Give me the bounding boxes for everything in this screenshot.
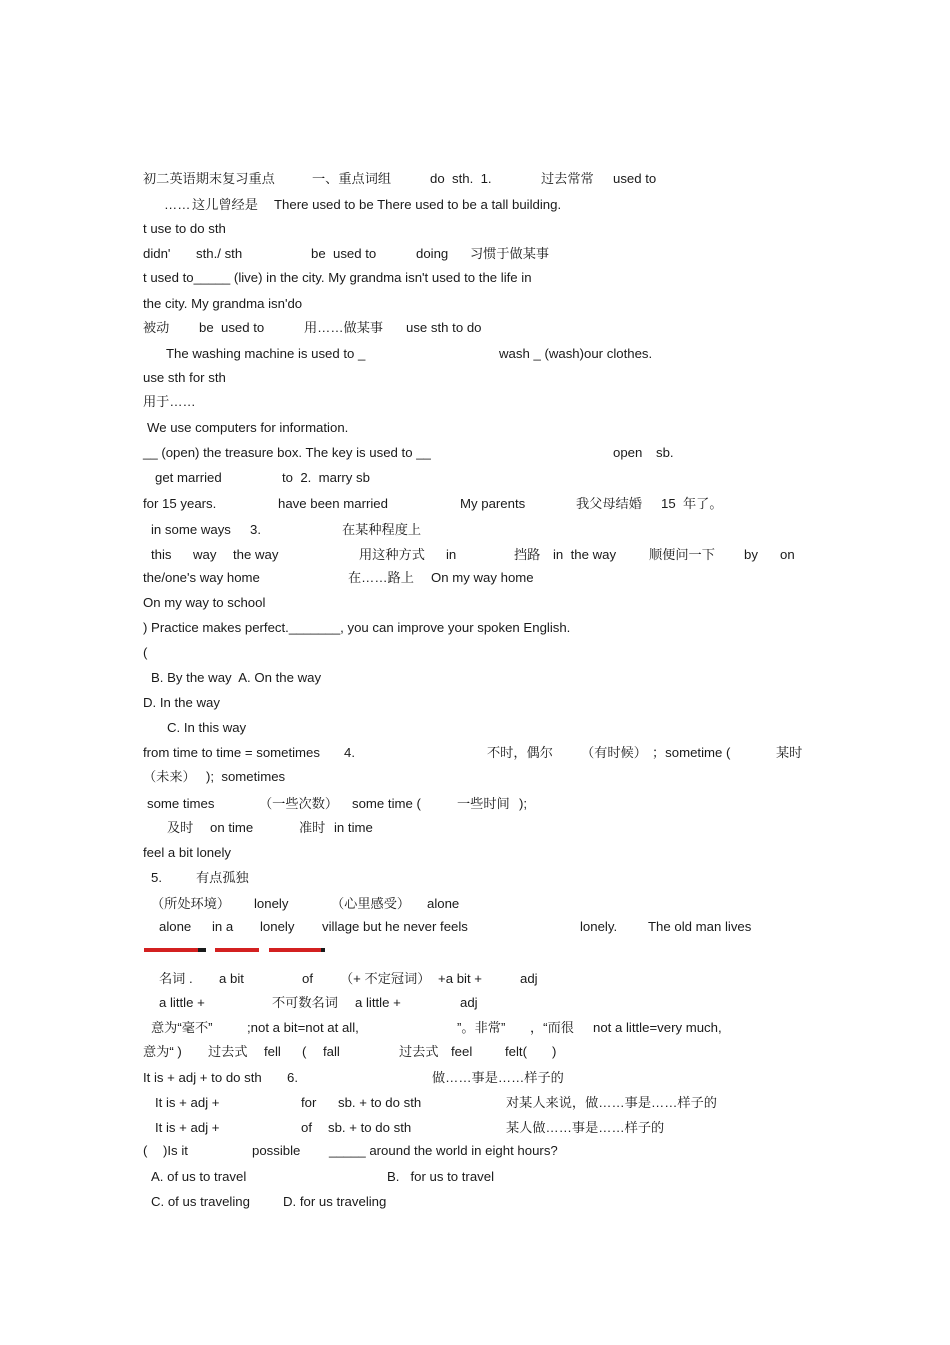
- text-segment: 在某种程度上: [342, 522, 422, 537]
- text-segment: 用……做某事: [304, 320, 384, 335]
- text-line: [0, 593, 950, 613]
- text-segment: in a: [212, 919, 234, 934]
- text-segment: use sth for sth: [143, 370, 226, 385]
- text-segment: a bit: [219, 971, 244, 986]
- text-segment: fall: [323, 1044, 340, 1059]
- document-title: 初二英语期末复习重点: [143, 171, 275, 186]
- text-segment: way: [193, 547, 217, 562]
- red-underline-mark: [144, 948, 206, 952]
- text-line: [0, 917, 950, 937]
- text-segment: On my way to school: [143, 595, 266, 610]
- text-line: [0, 418, 950, 438]
- text-segment: on: [780, 547, 795, 562]
- text-segment: It is + adj +: [155, 1120, 220, 1135]
- text-segment: sb. + to do sth: [328, 1120, 412, 1135]
- text-segment: We use computers for information.: [147, 420, 349, 435]
- text-segment: to 2. marry sb: [282, 470, 370, 485]
- text-segment: adj: [460, 995, 478, 1010]
- red-underline-mark: [269, 948, 325, 952]
- text-segment: sth./ sth: [196, 246, 243, 261]
- text-segment: fell: [264, 1044, 281, 1059]
- text-segment: sb.: [656, 445, 674, 460]
- text-segment: 5.: [151, 870, 162, 885]
- text-segment: );: [519, 796, 528, 811]
- text-line: [0, 969, 950, 989]
- text-segment: ……: [164, 197, 191, 212]
- text-line: [0, 1192, 950, 1212]
- text-segment: didn': [143, 246, 171, 261]
- text-segment: (: [143, 1143, 148, 1158]
- text-segment: get married: [155, 470, 222, 485]
- text-segment: not a little=very much,: [593, 1020, 722, 1035]
- text-segment: The old man lives: [648, 919, 752, 934]
- text-segment: 准时: [299, 820, 326, 835]
- text-segment: 被动: [143, 320, 170, 335]
- text-line: [0, 468, 950, 488]
- text-segment: 有点孤独: [196, 870, 249, 885]
- text-segment: 3.: [250, 522, 261, 537]
- text-segment: adj: [520, 971, 538, 986]
- text-segment: feel a bit lonely: [143, 845, 231, 860]
- text-segment: 这儿曾经是: [192, 197, 258, 212]
- text-segment: used to: [613, 171, 657, 186]
- text-segment: ；sometime (: [652, 745, 731, 760]
- text-segment: for 15 years.: [143, 496, 217, 511]
- text-segment: open: [613, 445, 643, 460]
- text-segment: 意为“毫不”: [151, 1020, 213, 1035]
- text-segment: village but he never feels: [322, 919, 468, 934]
- text-segment: 用这种方式: [359, 547, 425, 562]
- text-segment: sb. + to do sth: [338, 1095, 422, 1110]
- text-line: [0, 520, 950, 540]
- text-segment: some time (: [352, 796, 421, 811]
- text-segment: by: [744, 547, 758, 562]
- text-line: [0, 294, 950, 314]
- text-segment: of: [302, 971, 313, 986]
- text-segment: a little +: [159, 995, 205, 1010]
- text-line: [0, 794, 950, 814]
- text-segment: possible: [252, 1143, 301, 1158]
- text-segment: ;not a bit=not at all,: [247, 1020, 359, 1035]
- text-segment: +a bit +: [438, 971, 482, 986]
- text-segment: 挡路: [514, 547, 541, 562]
- text-segment: t used to_____ (live) in the city. My grandma isn't used to the life in: [143, 270, 532, 285]
- text-segment: use sth to do: [406, 320, 482, 335]
- text-segment: （有时候）: [581, 745, 647, 760]
- text-segment: (: [302, 1044, 307, 1059]
- text-segment: do sth. 1.: [430, 171, 492, 186]
- text-segment: My parents: [460, 496, 526, 511]
- text-line: [0, 443, 950, 463]
- text-line: [0, 668, 950, 688]
- text-segment: lonely: [260, 919, 295, 934]
- text-segment: 4.: [344, 745, 355, 760]
- text-segment: 不可数名词: [272, 995, 338, 1010]
- text-segment: 习惯于做某事: [470, 246, 550, 261]
- text-line: [0, 767, 950, 787]
- text-line: [0, 1118, 950, 1138]
- text-segment: 及时: [167, 820, 194, 835]
- text-line: [0, 1167, 950, 1187]
- text-segment: alone: [427, 896, 460, 911]
- text-segment: 做……事是……样子的: [432, 1070, 564, 1085]
- text-line: [0, 693, 950, 713]
- text-line: [0, 344, 950, 364]
- text-segment: wash _ (wash)our clothes.: [499, 346, 653, 361]
- text-line: [0, 993, 950, 1013]
- text-segment: the/one's way home: [143, 570, 260, 585]
- text-segment: lonely: [254, 896, 289, 911]
- text-line: [0, 494, 950, 514]
- text-segment: （心里感受）: [331, 896, 411, 911]
- answer-option: C. of us traveling: [151, 1194, 250, 1209]
- text-line: [0, 843, 950, 863]
- text-segment: for: [301, 1095, 317, 1110]
- underline-end-mark: [198, 948, 206, 952]
- text-line: [0, 894, 950, 914]
- text-segment: from time to time = sometimes: [143, 745, 320, 760]
- text-line: [0, 318, 950, 338]
- text-line: [0, 195, 950, 215]
- text-segment: this: [151, 547, 172, 562]
- text-line: [0, 643, 950, 663]
- text-segment: _____ around the world in eight hours?: [329, 1143, 558, 1158]
- answer-option: A. of us to travel: [151, 1169, 247, 1184]
- text-segment: 用于……: [143, 394, 196, 409]
- text-line: [0, 1141, 950, 1161]
- text-line: [0, 169, 950, 189]
- text-line: [0, 1068, 950, 1088]
- text-line: [0, 268, 950, 288]
- text-segment: On my way home: [431, 570, 534, 585]
- answer-option: B. for us to travel: [387, 1169, 495, 1184]
- text-line: [0, 868, 950, 888]
- text-segment: 15 年了。: [661, 496, 723, 511]
- text-line: [0, 244, 950, 264]
- text-segment: 一些时间: [457, 796, 510, 811]
- red-underline-mark: [215, 948, 259, 952]
- text-segment: doing: [416, 246, 449, 261]
- text-segment: （未来）: [143, 769, 196, 784]
- text-line: [0, 743, 950, 763]
- text-line: [0, 1093, 950, 1113]
- text-segment: t use to do sth: [143, 221, 226, 236]
- section-heading: 一、重点词组: [312, 171, 392, 186]
- text-segment: 顺便问一下: [649, 547, 715, 562]
- text-segment: in time: [334, 820, 373, 835]
- text-segment: 我父母结婚: [576, 496, 642, 511]
- text-line: [0, 568, 950, 588]
- text-line: [0, 1042, 950, 1062]
- underline-end-mark: [321, 948, 325, 952]
- text-segment: 名词 .: [159, 971, 193, 986]
- text-segment: The washing machine is used to _: [166, 346, 366, 361]
- text-segment: the way: [233, 547, 279, 562]
- text-segment: ，“而很: [530, 1020, 574, 1035]
- text-segment: There used to be There used to be a tall building.: [274, 197, 562, 212]
- text-segment: (: [143, 645, 148, 660]
- text-segment: （所处环境）: [151, 896, 231, 911]
- text-segment: lonely.: [580, 919, 618, 934]
- answer-option: B. By the way A. On the way: [151, 670, 322, 685]
- text-segment: 6.: [287, 1070, 298, 1085]
- text-segment: 过去式: [399, 1044, 439, 1059]
- text-segment: have been married: [278, 496, 388, 511]
- text-segment: 不时，偶尔: [487, 745, 553, 760]
- text-segment: the city. My grandma isn'do: [143, 296, 303, 311]
- text-segment: in some ways: [151, 522, 231, 537]
- text-segment: __ (open) the treasure box. The key is used to __: [143, 445, 431, 460]
- text-segment: be used to: [199, 320, 265, 335]
- answer-option: D. for us traveling: [283, 1194, 387, 1209]
- answer-option: C. In this way: [167, 720, 247, 735]
- text-segment: felt(: [505, 1044, 527, 1059]
- text-segment: 对某人来说，做……事是……样子的: [506, 1095, 717, 1110]
- text-segment: feel: [451, 1044, 473, 1059]
- text-line: [0, 392, 950, 412]
- text-line: [0, 368, 950, 388]
- text-segment: ): [552, 1044, 557, 1059]
- text-segment: in: [446, 547, 457, 562]
- text-line: [0, 1018, 950, 1038]
- text-line: [0, 219, 950, 239]
- text-segment: It is + adj + to do sth: [143, 1070, 262, 1085]
- text-segment: 在……路上: [348, 570, 414, 585]
- text-line: [0, 818, 950, 838]
- text-segment: It is + adj +: [155, 1095, 220, 1110]
- text-segment: （一些次数）: [259, 796, 339, 811]
- text-segment: （+ 不定冠词）: [340, 971, 431, 986]
- text-segment: 过去常常: [541, 171, 594, 186]
- text-segment: of: [301, 1120, 312, 1135]
- text-segment: ); sometimes: [206, 769, 286, 784]
- text-segment: )Is it: [163, 1143, 188, 1158]
- text-segment: in the way: [553, 547, 617, 562]
- text-segment: a little +: [355, 995, 401, 1010]
- text-line: [0, 718, 950, 738]
- text-segment: 意为“ ): [143, 1044, 182, 1059]
- text-segment: be used to: [311, 246, 377, 261]
- text-segment: on time: [210, 820, 254, 835]
- text-segment: 某时: [776, 745, 803, 760]
- text-segment: ) Practice makes perfect._______, you can improve your spoken English.: [143, 620, 571, 635]
- text-segment: some times: [147, 796, 215, 811]
- text-segment: ”。非常”: [457, 1020, 506, 1035]
- text-segment: 过去式: [208, 1044, 248, 1059]
- text-line: [0, 618, 950, 638]
- answer-option: D. In the way: [143, 695, 220, 710]
- text-line: [0, 545, 950, 565]
- text-segment: alone: [159, 919, 192, 934]
- text-segment: 某人做……事是……样子的: [506, 1120, 665, 1135]
